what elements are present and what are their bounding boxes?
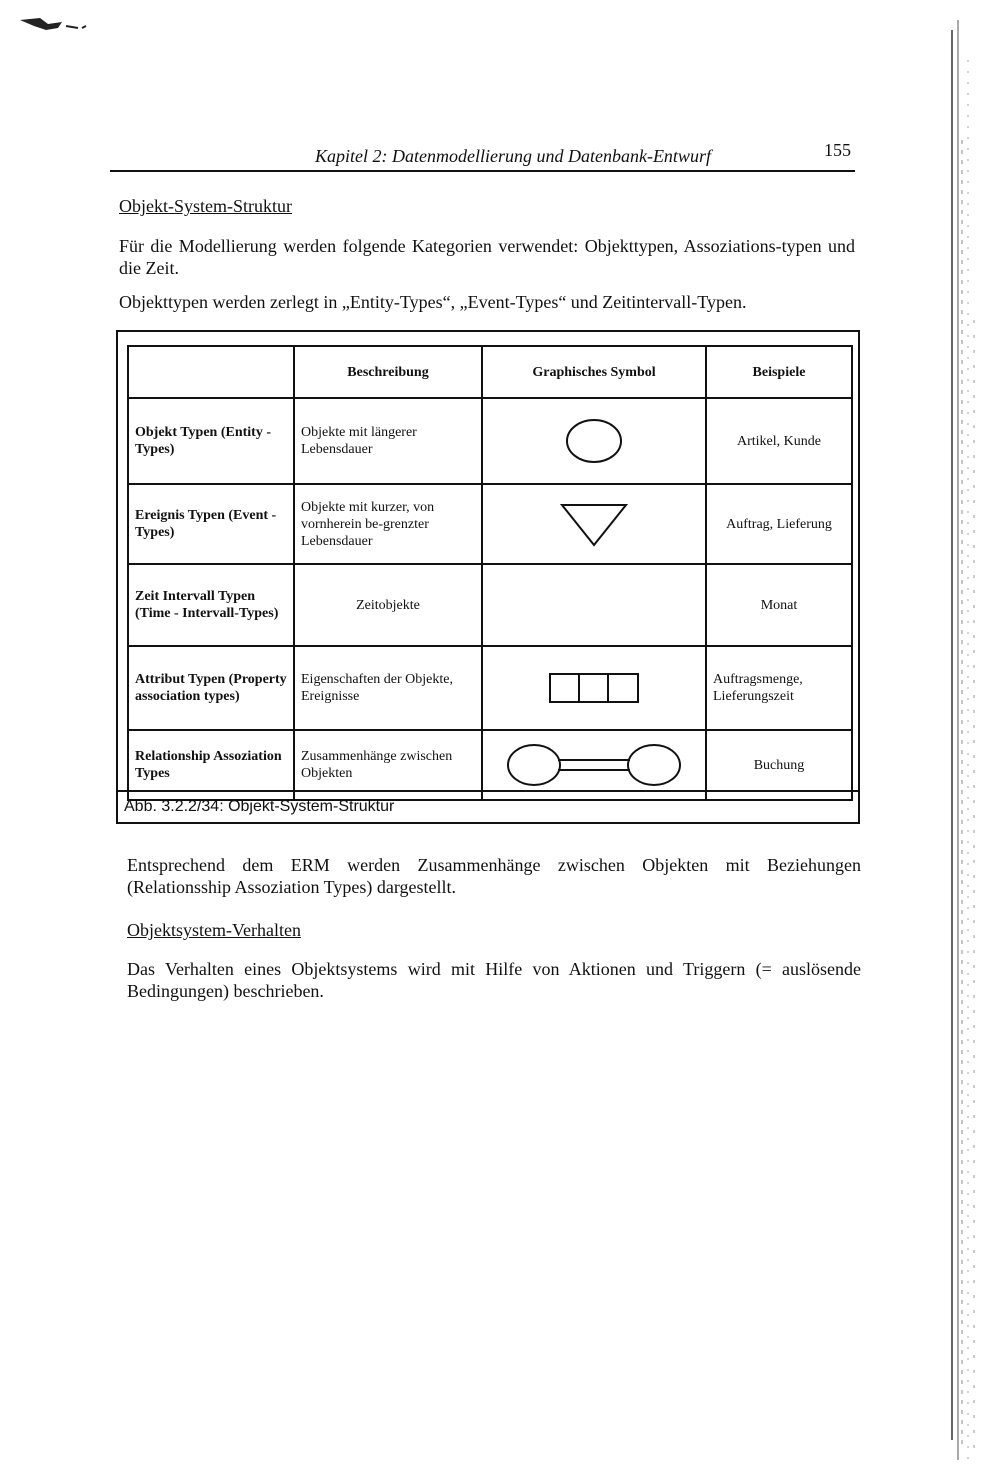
examples-cell: Auftrag, Lieferung (706, 484, 852, 564)
examples-cell: Artikel, Kunde (706, 398, 852, 484)
chapter-title: Kapitel 2: Datenmodellierung und Datenbank-Entwurf (315, 146, 711, 166)
description-cell: Zeitobjekte (294, 564, 482, 646)
page-header (110, 138, 855, 172)
description-cell: Objekte mit kurzer, von vornherein be-grenzter Lebensdauer (294, 484, 482, 564)
category-table (127, 345, 853, 801)
examples-cell: Auftragsmenge, Lieferungszeit (706, 646, 852, 730)
page-edge-shadow (946, 20, 982, 1460)
column-header: Beispiele (706, 346, 852, 398)
connected-ellipses-symbol-icon (504, 740, 684, 790)
description-cell: Eigenschaften der Objekte, Ereignisse (294, 646, 482, 730)
table-row (128, 398, 852, 484)
triangle-symbol-icon (554, 499, 634, 549)
examples-cell: Monat (706, 564, 852, 646)
column-header: Beschreibung (294, 346, 482, 398)
type-cell: Ereignis Typen (Event - Types) (128, 484, 294, 564)
examples-cell: Buchung (706, 730, 852, 800)
symbol-cell (482, 484, 706, 564)
rectangle-cells-symbol-icon (544, 668, 644, 708)
table-row (128, 484, 852, 564)
table-row (128, 646, 852, 730)
intro-paragraph: Für die Modellierung werden folgende Kategorien verwendet: Objekttypen, Assoziations-typen und die Zeit. (119, 236, 855, 278)
scan-artifact-icon (18, 16, 90, 36)
behavior-paragraph: Das Verhalten eines Objektsystems wird mit Hilfe von Aktionen und Triggern (= auslösende Bedingungen) beschrieben. (127, 959, 861, 1001)
type-cell: Attribut Typen (Property association types) (128, 646, 294, 730)
table-header-row (128, 346, 852, 398)
section-heading-behavior: Objektsystem-Verhalten (127, 920, 301, 940)
column-header: Graphisches Symbol (482, 346, 706, 398)
figure-caption: Abb. 3.2.2/34: Objekt-System-Struktur (118, 790, 858, 824)
description-cell: Zusammenhänge zwischen Objekten (294, 730, 482, 800)
erm-paragraph: Entsprechend dem ERM werden Zusammenhänge zwischen Objekten mit Beziehungen (Relationsship Assoziation Types) dargestellt. (127, 855, 861, 897)
description-cell: Objekte mit längerer Lebensdauer (294, 398, 482, 484)
symbol-cell (482, 398, 706, 484)
symbol-cell (482, 646, 706, 730)
type-cell: Objekt Typen (Entity - Types) (128, 398, 294, 484)
column-header (128, 346, 294, 398)
type-cell: Relationship Assoziation Types (128, 730, 294, 800)
page-number: 155 (824, 140, 851, 160)
table-row (128, 564, 852, 646)
type-cell: Zeit Intervall Typen (Time - Intervall-Types) (128, 564, 294, 646)
section-heading-structure: Objekt-System-Struktur (119, 196, 292, 216)
ellipse-symbol-icon (559, 416, 629, 466)
objecttypes-paragraph: Objekttypen werden zerlegt in „Entity-Types“, „Event-Types“ und Zeitintervall-Typen. (119, 292, 747, 312)
figure-object-system-structure (116, 330, 860, 824)
symbol-cell-empty (482, 564, 706, 646)
